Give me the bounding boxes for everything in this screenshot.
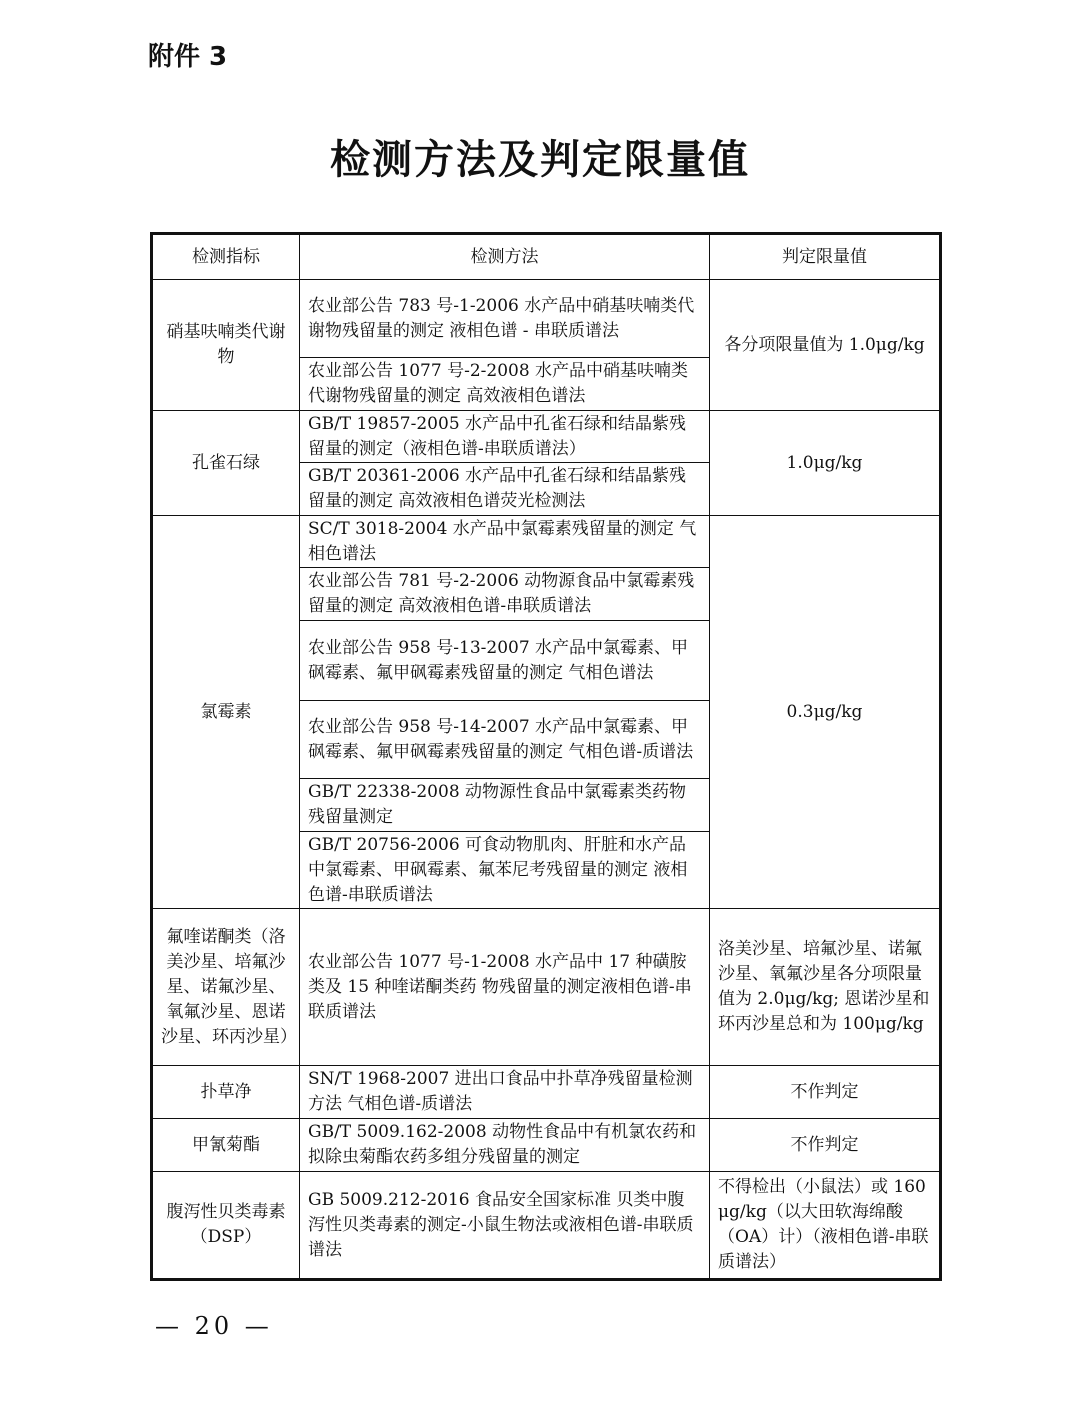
method-cell: 农业部公告 958 号-13-2007 水产品中氯霉素、甲砜霉素、氟甲砜霉素残留量的测定 气相色谱法 xyxy=(300,621,710,701)
method-cell: GB/T 5009.162-2008 动物性食品中有机氯农药和拟除虫菊酯农药多组分残留量的测定 xyxy=(300,1119,710,1172)
limit-cell: 各分项限量值为 1.0μg/kg xyxy=(710,280,941,411)
table-row xyxy=(152,411,941,463)
method-cell: 农业部公告 1077 号-2-2008 水产品中硝基呋喃类代谢物残留量的测定 高效液相色谱法 xyxy=(300,358,710,411)
method-cell: GB/T 22338-2008 动物源性食品中氯霉素类药物残留量测定 xyxy=(300,779,710,832)
column-header: 判定限量值 xyxy=(710,234,941,280)
page-number: — 20 — xyxy=(155,1312,273,1340)
table-row xyxy=(152,280,941,358)
page-title: 检测方法及判定限量值 xyxy=(330,137,750,183)
indicator-cell: 甲氰菊酯 xyxy=(152,1119,300,1172)
limit-cell: 洛美沙星、培氟沙星、诺氟沙星、氧氟沙星各分项限量值为 2.0μg/kg; 恩诺沙星和环丙沙星总和为 100μg/kg xyxy=(710,909,941,1066)
indicator-cell: 腹泻性贝类毒素（DSP） xyxy=(152,1172,300,1280)
table-row xyxy=(152,1119,941,1172)
table-row xyxy=(152,516,941,568)
indicator-cell: 硝基呋喃类代谢物 xyxy=(152,280,300,411)
method-cell: GB/T 20361-2006 水产品中孔雀石绿和结晶紫残留量的测定 高效液相色谱荧光检测法 xyxy=(300,463,710,516)
method-cell: 农业部公告 781 号-2-2006 动物源食品中氯霉素残留量的测定 高效液相色谱-串联质谱法 xyxy=(300,568,710,621)
method-cell: GB/T 20756-2006 可食动物肌肉、肝脏和水产品中氯霉素、甲砜霉素、氟苯尼考残留量的测定 液相色谱-串联质谱法 xyxy=(300,832,710,909)
limit-cell: 1.0μg/kg xyxy=(710,411,941,516)
method-cell: SC/T 3018-2004 水产品中氯霉素残留量的测定 气相色谱法 xyxy=(300,516,710,568)
limit-cell: 不作判定 xyxy=(710,1119,941,1172)
indicator-cell: 扑草净 xyxy=(152,1066,300,1119)
detection-table xyxy=(150,232,942,1281)
method-cell: 农业部公告 958 号-14-2007 水产品中氯霉素、甲砜霉素、氟甲砜霉素残留量的测定 气相色谱-质谱法 xyxy=(300,701,710,779)
method-cell: 农业部公告 783 号-1-2006 水产品中硝基呋喃类代谢物残留量的测定 液相色谱 - 串联质谱法 xyxy=(300,280,710,358)
method-cell: 农业部公告 1077 号-1-2008 水产品中 17 种磺胺类及 15 种喹诺酮类药 物残留量的测定液相色谱-串联质谱法 xyxy=(300,909,710,1066)
limit-cell: 0.3μg/kg xyxy=(710,516,941,909)
column-header: 检测方法 xyxy=(300,234,710,280)
table-row xyxy=(152,1172,941,1280)
attachment-label: 附件 3 xyxy=(148,42,228,72)
method-cell: GB 5009.212-2016 食品安全国家标准 贝类中腹泻性贝类毒素的测定-小鼠生物法或液相色谱-串联质谱法 xyxy=(300,1172,710,1280)
limit-cell: 不得检出（小鼠法）或 160μg/kg（以大田软海绵酸（OA）计）（液相色谱-串联质谱法） xyxy=(710,1172,941,1280)
table-header-row xyxy=(152,234,941,280)
table-row xyxy=(152,1066,941,1119)
column-header: 检测指标 xyxy=(152,234,300,280)
limit-cell: 不作判定 xyxy=(710,1066,941,1119)
method-cell: GB/T 19857-2005 水产品中孔雀石绿和结晶紫残留量的测定（液相色谱-串联质谱法） xyxy=(300,411,710,463)
indicator-cell: 孔雀石绿 xyxy=(152,411,300,516)
method-cell: SN/T 1968-2007 进出口食品中扑草净残留量检测方法 气相色谱-质谱法 xyxy=(300,1066,710,1119)
indicator-cell: 氯霉素 xyxy=(152,516,300,909)
indicator-cell: 氟喹诺酮类（洛美沙星、培氟沙星、诺氟沙星、氧氟沙星、恩诺沙星、环丙沙星） xyxy=(152,909,300,1066)
table-row xyxy=(152,909,941,1066)
